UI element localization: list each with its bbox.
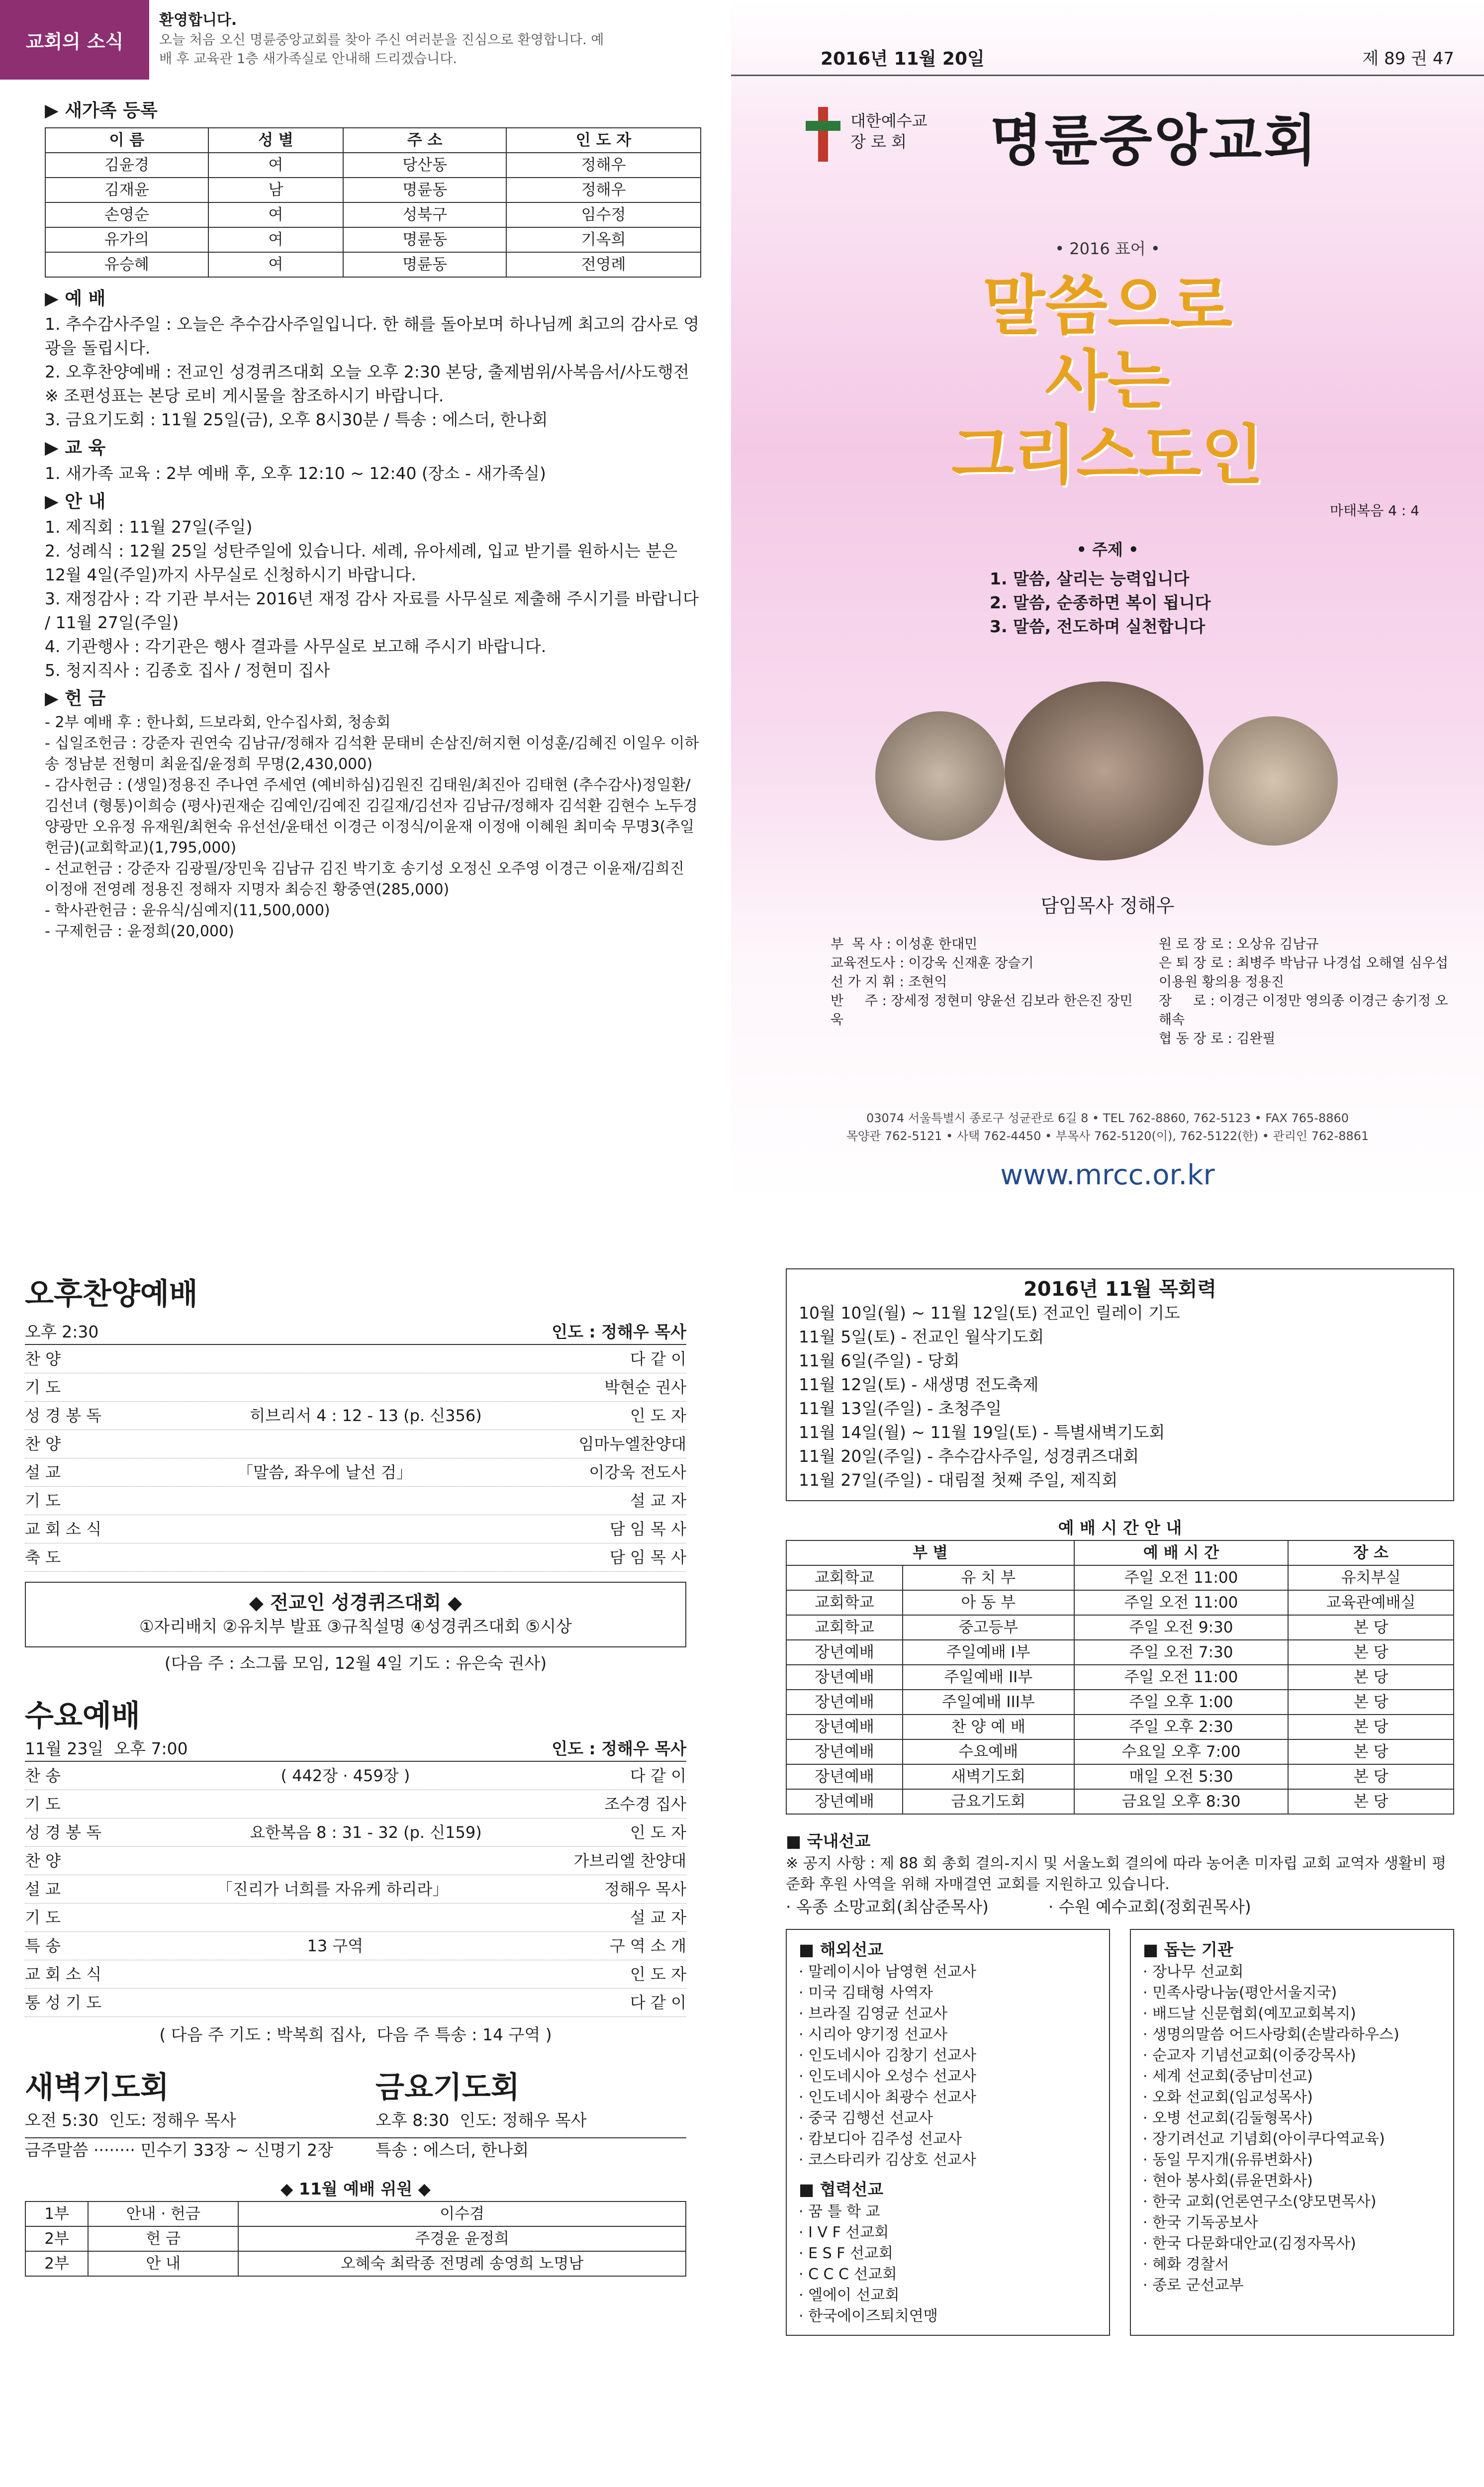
schedule-item: 11월 14일(월) ~ 11월 19일(토) - 특별새벽기도회 bbox=[799, 1423, 1165, 1442]
church-logo-icon bbox=[806, 107, 840, 162]
table-cell: 본 당 bbox=[1288, 1690, 1454, 1715]
table-row bbox=[786, 1640, 1454, 1665]
foreign-mission-item: · 캄보디아 김주성 선교사 bbox=[799, 2130, 962, 2148]
table-row bbox=[25, 2251, 686, 2276]
motto-reference: 마태복음 4 : 4 bbox=[1330, 502, 1419, 519]
congregation-photo bbox=[1005, 681, 1204, 861]
table-cell: 유승혜 bbox=[45, 252, 208, 277]
order-item-leader: 인 도 자 bbox=[630, 1823, 686, 1842]
order-item-leader: 설 교 자 bbox=[630, 1491, 686, 1510]
table-cell: 정해우 bbox=[506, 178, 701, 202]
wednesday-order-row bbox=[25, 1989, 686, 2017]
table-row bbox=[45, 202, 701, 227]
committee-title: ◆ 11월 예배 위원 ◆ bbox=[280, 2179, 431, 2199]
order-item-content: 요한복음 8 : 31 - 32 (p. 신159) bbox=[250, 1823, 482, 1842]
aid-org-item: · 한국 다문화대안교(김정자목사) bbox=[1143, 2235, 1356, 2252]
bulletin-date: 2016년 11월 20일 bbox=[821, 49, 985, 69]
table-cell: 여 bbox=[208, 202, 344, 227]
order-item-label: 기 도 bbox=[25, 1795, 61, 1814]
wednesday-leader: 인도 : 정해우 목사 bbox=[552, 1739, 686, 1758]
times-col-header: 부 별 bbox=[786, 1540, 1074, 1565]
friday-time: 오후 8:30 bbox=[375, 2110, 450, 2130]
table-cell: 2부 bbox=[25, 2251, 88, 2276]
friday-title: 금요기도회 bbox=[375, 2070, 520, 2105]
foreign-mission-title: ■ 해외선교 bbox=[799, 1940, 884, 1959]
aid-org-item: · 오병 선교회(김둘형목사) bbox=[1143, 2109, 1313, 2127]
partner-mission-item: · C C C 선교회 bbox=[799, 2266, 897, 2283]
table-cell: 본 당 bbox=[1288, 1789, 1454, 1814]
wednesday-order-row bbox=[25, 1932, 686, 1960]
table-cell: 수요일 오후 7:00 bbox=[1074, 1739, 1289, 1764]
friday-leader: 인도: 정해우 목사 bbox=[460, 2110, 587, 2130]
table-cell: 주일 오후 2:30 bbox=[1074, 1715, 1289, 1739]
motto-line3: 그리스도인 bbox=[951, 417, 1264, 493]
order-item-leader: 구 역 소 개 bbox=[609, 1936, 686, 1955]
table-cell: 전영례 bbox=[506, 252, 701, 277]
offering-item: - 구제헌금 : 윤정희(20,000) bbox=[45, 923, 234, 940]
staff-entry: 원 로 장 로 : 오상유 김남규 bbox=[1159, 937, 1319, 952]
senior-pastor: 담임목사 정해우 bbox=[1040, 895, 1175, 917]
table-cell: 찬 양 예 배 bbox=[903, 1715, 1074, 1739]
afternoon-order-row bbox=[25, 1487, 686, 1515]
worship-item: 3. 금요기도회 : 11월 25일(금), 오후 8시30분 / 특송 : 에스더, 한나회 bbox=[45, 410, 548, 429]
order-item-content: 13 구역 bbox=[307, 1936, 364, 1955]
wednesday-title: 수요예배 bbox=[25, 1699, 140, 1733]
table-cell: 매일 오전 5:30 bbox=[1074, 1764, 1289, 1789]
order-item-leader: 이강욱 전도사 bbox=[589, 1463, 686, 1482]
table-cell: 주경윤 윤정희 bbox=[238, 2226, 686, 2251]
order-item-content: 「말씀, 좌우에 날선 검」 bbox=[237, 1463, 413, 1482]
table-cell: 금요기도회 bbox=[903, 1789, 1074, 1814]
table-cell: 성북구 bbox=[343, 202, 506, 227]
staff-entry: 부 목 사 : 이성훈 한대민 bbox=[831, 937, 978, 952]
table-cell: 중고등부 bbox=[903, 1615, 1074, 1640]
table-cell: 2부 bbox=[25, 2226, 88, 2251]
afternoon-order-row bbox=[25, 1515, 686, 1543]
order-item-label: 성 경 봉 독 bbox=[25, 1823, 102, 1842]
aid-org-item: · 한국 교회(언론연구소(양모면목사) bbox=[1143, 2193, 1377, 2210]
church-building-photo bbox=[875, 711, 1005, 841]
welcome-sermon-page bbox=[731, 2437, 1484, 2487]
domestic-mission-text: ※ 공지 사항 : 제 88 회 총회 결의-지시 및 서울노회 결의에 따라 농어촌 미자립 교회 교역자 생활비 평준화 후원 사역을 위해 자매결연 교회를 지원하고 있습니다. bbox=[786, 1855, 1447, 1893]
table-cell: 장년예배 bbox=[786, 1665, 903, 1690]
table-cell: 본 당 bbox=[1288, 1764, 1454, 1789]
table-row bbox=[45, 153, 701, 178]
staff-entry: 장 로 : 이경근 이정만 영의종 이경근 송기정 오해속 bbox=[1159, 993, 1448, 1028]
year-motto-label: • 2016 표어 • bbox=[1055, 239, 1160, 258]
afternoon-title: 오후찬양예배 bbox=[25, 1277, 198, 1312]
table-row bbox=[786, 1715, 1454, 1739]
schedule-item: 10월 10일(월) ~ 11월 12일(토) 전교인 릴레이 기도 bbox=[799, 1303, 1180, 1323]
table-cell: 명륜동 bbox=[343, 252, 506, 277]
partner-mission-item: · E S F 선교회 bbox=[799, 2245, 893, 2262]
news-page bbox=[0, 0, 731, 1204]
offering-heading: ▶ 헌 금 bbox=[45, 688, 106, 709]
aid-org-item: · 순교자 기념선교회(이중강목사) bbox=[1143, 2047, 1356, 2064]
table-cell: 안 내 bbox=[88, 2251, 238, 2276]
table-cell: 본 당 bbox=[1288, 1715, 1454, 1739]
order-item-label: 찬 양 bbox=[25, 1851, 61, 1870]
order-item-content: ( 442장 · 459장 ) bbox=[280, 1766, 410, 1785]
order-item-label: 교 회 소 식 bbox=[25, 1965, 102, 1984]
wednesday-order-row bbox=[25, 1790, 686, 1818]
theme-item: 2. 말씀, 순종하면 복이 됩니다 bbox=[990, 593, 1211, 612]
worship-order-page bbox=[0, 1204, 731, 2437]
partner-mission-item: · I V F 선교회 bbox=[799, 2224, 889, 2241]
table-cell: 이수겸 bbox=[238, 2201, 686, 2226]
newcomers-col-header: 인 도 자 bbox=[506, 128, 701, 153]
website-url[interactable]: www.mrcc.or.kr bbox=[1000, 1159, 1215, 1191]
schedule-item: 11월 20일(주일) - 추수감사주일, 성경퀴즈대회 bbox=[799, 1446, 1139, 1466]
table-cell: 새벽기도회 bbox=[903, 1764, 1074, 1789]
worship-heading: ▶ 예 배 bbox=[45, 288, 106, 309]
aid-org-item: · 오화 선교회(임교성목사) bbox=[1143, 2089, 1313, 2106]
aid-org-item: · 세계 선교회(중남미선교) bbox=[1143, 2068, 1313, 2085]
order-item-leader: 가브리엘 찬양대 bbox=[573, 1851, 686, 1870]
table-cell: 교육관예배실 bbox=[1288, 1590, 1454, 1615]
table-cell: 당산동 bbox=[343, 153, 506, 178]
table-row bbox=[786, 1739, 1454, 1764]
afternoon-order-row bbox=[25, 1373, 686, 1402]
table-cell: 1부 bbox=[25, 2201, 88, 2226]
partner-mission-item: · 엘에이 선교회 bbox=[799, 2287, 900, 2304]
welcome-text: 오늘 처음 오신 명륜중앙교회를 찾아 주신 여러분을 진심으로 환영합니다. 예배 후 교육관 1층 새가족실로 안내해 드리겠습니다. bbox=[159, 32, 604, 67]
cover-page bbox=[731, 0, 1484, 1204]
table-cell: 정해우 bbox=[506, 153, 701, 178]
afternoon-order-row bbox=[25, 1543, 686, 1572]
order-item-label: 기 도 bbox=[25, 1491, 61, 1510]
table-cell: 장년예배 bbox=[786, 1739, 903, 1764]
table-row bbox=[25, 2201, 686, 2226]
edu-item: 1. 새가족 교육 : 2부 예배 후, 오후 12:10 ~ 12:40 (장소 - 새가족실) bbox=[45, 464, 546, 483]
aid-org-item: · 현아 봉사회(류윤면화사) bbox=[1143, 2172, 1313, 2190]
aid-org-title: ■ 돕는 기관 bbox=[1143, 1940, 1233, 1959]
table-cell: 아 동 부 bbox=[903, 1590, 1074, 1615]
table-cell: 임수정 bbox=[506, 202, 701, 227]
order-item-label: 특 송 bbox=[25, 1936, 61, 1955]
table-cell: 주일예배 III부 bbox=[903, 1690, 1074, 1715]
table-cell: 명륜동 bbox=[343, 178, 506, 202]
quiz-steps: ①자리배치 ②유치부 발표 ③규칙설명 ④성경퀴즈대회 ⑤시상 bbox=[139, 1617, 572, 1636]
order-item-label: 찬 양 bbox=[25, 1435, 61, 1453]
aid-org-item: · 민족사랑나눔(평안서울지국) bbox=[1143, 1984, 1337, 2002]
table-cell: 김재윤 bbox=[45, 178, 208, 202]
table-cell: 주일 오전 11:00 bbox=[1074, 1565, 1289, 1590]
order-item-leader: 담 임 목 사 bbox=[609, 1548, 686, 1567]
aid-org-item: · 종로 군선교부 bbox=[1143, 2277, 1244, 2294]
offering-item: - 선교헌금 : 강준자 김광필/장민욱 김남규 김진 박기호 송기성 오정신 오주영 이경근 이윤재/김희진 이정애 전영례 정용진 정해자 지명자 최승진 황중연(285,000) bbox=[45, 860, 689, 898]
foreign-mission-item: · 인도네시아 최광수 선교사 bbox=[799, 2089, 976, 2106]
table-cell: 장년예배 bbox=[786, 1715, 903, 1739]
afternoon-leader: 인도 : 정해우 목사 bbox=[552, 1322, 686, 1341]
denomination bbox=[850, 110, 928, 152]
order-item-leader: 다 같 이 bbox=[630, 1993, 686, 2012]
foreign-mission-item: · 코스타리카 김상호 선교사 bbox=[799, 2151, 976, 2169]
welcome-block bbox=[159, 10, 607, 69]
table-row bbox=[786, 1665, 1454, 1690]
notice-item: 2. 성례식 : 12월 25일 성탄주일에 있습니다. 세례, 유아세례, 입교 받기를 원하시는 분은 12월 4일(주일)까지 사무실로 신청하시기 바랍니다. bbox=[45, 541, 683, 584]
order-item-label: 교 회 소 식 bbox=[25, 1520, 102, 1538]
schedule-item: 11월 27일(주일) - 대림절 첫째 주일, 제직회 bbox=[799, 1470, 1118, 1490]
partner-mission-title: ■ 협력선교 bbox=[799, 2180, 884, 2199]
service-times-table bbox=[786, 1540, 1454, 1815]
table-cell: 여 bbox=[208, 227, 344, 252]
order-item-label: 찬 양 bbox=[25, 1349, 61, 1368]
staff-entry: 교육전도사 : 이강욱 신재훈 장슬기 bbox=[831, 956, 1034, 971]
table-row bbox=[786, 1764, 1454, 1789]
table-cell: 명륜동 bbox=[343, 227, 506, 252]
table-cell: 교회학교 bbox=[786, 1590, 903, 1615]
schedule-title: 2016년 11월 목회력 bbox=[1023, 1278, 1217, 1301]
order-item-leader: 다 같 이 bbox=[630, 1766, 686, 1785]
edu-heading: ▶ 교 육 bbox=[45, 438, 106, 458]
order-item-label: 성 경 봉 독 bbox=[25, 1406, 102, 1425]
table-cell: 유치부실 bbox=[1288, 1565, 1454, 1590]
table-cell: 본 당 bbox=[1288, 1640, 1454, 1665]
table-cell: 주일예배 II부 bbox=[903, 1665, 1074, 1690]
newcomers-col-header: 주 소 bbox=[343, 128, 506, 153]
schedule-item: 11월 13일(주일) - 초청주일 bbox=[799, 1399, 1002, 1418]
table-row bbox=[45, 227, 701, 252]
partner-mission-item: · 꿈 틀 학 교 bbox=[799, 2203, 880, 2220]
order-item-leader: 임마누엘찬양대 bbox=[578, 1435, 686, 1453]
table-row bbox=[786, 1590, 1454, 1615]
order-item-leader: 조수경 집사 bbox=[604, 1795, 686, 1814]
times-col-header: 예 배 시 간 bbox=[1074, 1540, 1289, 1565]
staff-entry: 선 가 지 휘 : 조현익 bbox=[831, 974, 947, 990]
table-cell: 주일예배 I부 bbox=[903, 1640, 1074, 1665]
table-cell: 안내 · 헌금 bbox=[88, 2201, 238, 2226]
table-cell: 본 당 bbox=[1288, 1615, 1454, 1640]
order-item-leader: 정해우 목사 bbox=[604, 1880, 686, 1899]
contact-info bbox=[771, 1109, 1444, 1145]
offering-item: - 십일조헌금 : 강준자 권연숙 김남규/정해자 김석환 문태비 손삼진/허지현 이성훈/김혜진 이일우 이하송 정남분 전형미 최윤집/윤정희 무명(2,430,000) bbox=[45, 735, 699, 773]
motto-line2: 사는 bbox=[1045, 343, 1170, 418]
foreign-mission-item: · 인도네시아 김창기 선교사 bbox=[799, 2047, 976, 2064]
worship-item: 1. 추수감사주일 : 오늘은 추수감사주일입니다. 한 해를 돌아보며 하나님께 최고의 감사로 영광을 돌립시다. bbox=[45, 314, 700, 358]
table-row bbox=[45, 178, 701, 202]
wednesday-note: ( 다음 주 기도 : 박복희 집사, 다음 주 특송 : 14 구역 ) bbox=[159, 2025, 552, 2044]
wednesday-date: 11월 23일 오후 7:00 bbox=[25, 1739, 188, 1758]
table-cell: 오혜숙 최락종 전명례 송영희 노명남 bbox=[238, 2251, 686, 2276]
order-item-leader: 담 임 목 사 bbox=[609, 1520, 686, 1538]
table-row bbox=[786, 1690, 1454, 1715]
offering-item: - 학사관헌금 : 윤유식/심예지(11,500,000) bbox=[45, 902, 330, 919]
bulletin-issue: 제 89 권 47 bbox=[1362, 49, 1454, 69]
dawn-time: 오전 5:30 bbox=[25, 2110, 99, 2130]
schedule-item: 11월 5일(토) - 전교인 월삭기도회 bbox=[799, 1327, 1044, 1346]
wednesday-order-row bbox=[25, 1960, 686, 1989]
aid-org-item: · 혜화 경찰서 bbox=[1143, 2256, 1229, 2273]
offering-item: - 2부 예배 후 : 한나회, 드보라회, 안수집사회, 청송회 bbox=[45, 714, 391, 731]
table-cell: 손영순 bbox=[45, 202, 208, 227]
worship-item: 2. 오후찬양예배 : 전교인 성경퀴즈대회 오늘 오후 2:30 본당, 출제범위/사복음서/사도행전 ※ 조편성표는 본당 로비 게시물을 참조하시기 바랍니다. bbox=[45, 362, 695, 405]
schedule-box bbox=[786, 1268, 1454, 1501]
motto-line1: 말씀으로 bbox=[982, 268, 1233, 344]
offering-item: - 감사헌금 : (생일)정용진 주나연 주세연 (예비하심)김원진 김태원/최진아 김태현 (추수감사)정일환/김선녀 (형통)이희승 (평사)권재순 김예인/김예진 김길재/김선자 김남규/정해자 김석환 김현수 노두경 양광만 오유정 유재원/최현숙 유선선/윤태선 이경근 이정식/이윤재 이정애 이혜원 최미숙 무명3(추일헌금)(교회학교)(1,795,000) bbox=[45, 776, 703, 857]
table-cell: 남 bbox=[208, 178, 344, 202]
aid-org-item: · 생명의말씀 어드사랑회(손발라하우스) bbox=[1143, 2026, 1399, 2043]
table-row bbox=[786, 1565, 1454, 1590]
quiz-title: ◆ 전교인 성경퀴즈대회 ◆ bbox=[249, 1592, 463, 1614]
theme-item: 1. 말씀, 살리는 능력입니다 bbox=[990, 569, 1190, 588]
dawn-leader: 인도: 정해우 목사 bbox=[109, 2110, 236, 2130]
foreign-mission-item: · 인도네시아 오성수 선교사 bbox=[799, 2068, 976, 2085]
table-row bbox=[45, 252, 701, 277]
domestic-mission-item: · 옥종 소망교회(최삼준목사) bbox=[786, 1897, 989, 1916]
notice-item: 1. 제직회 : 11월 27일(주일) bbox=[45, 517, 253, 537]
table-cell: 주일 오전 11:00 bbox=[1074, 1665, 1289, 1690]
table-cell: 김윤경 bbox=[45, 153, 208, 178]
welcome-title: 환영합니다. bbox=[159, 11, 237, 29]
afternoon-order-row bbox=[25, 1458, 686, 1487]
denomination-line1: 대한예수교 bbox=[850, 111, 928, 130]
wednesday-order-row bbox=[25, 1875, 686, 1904]
notice-heading: ▶ 안 내 bbox=[45, 491, 106, 512]
wednesday-order-row bbox=[25, 1904, 686, 1932]
table-cell: 장년예배 bbox=[786, 1640, 903, 1665]
notice-item: 5. 청지직사 : 김종호 집사 / 정현미 집사 bbox=[45, 661, 330, 680]
newcomers-col-header: 성 별 bbox=[208, 128, 344, 153]
dawn-bible-reading: 금주말씀 ········ 민수기 33장 ~ 신명기 2장 bbox=[25, 2140, 334, 2160]
table-cell: 주일 오전 11:00 bbox=[1074, 1590, 1289, 1615]
table-cell: 여 bbox=[208, 252, 344, 277]
theme-label: • 주제 • bbox=[1076, 540, 1139, 559]
newcomers-col-header: 이 름 bbox=[45, 128, 208, 153]
newcomers-heading: ▶ 새가족 등록 bbox=[45, 100, 158, 121]
aid-org-item: · 장나무 선교회 bbox=[1143, 1963, 1244, 1981]
table-cell: 헌 금 bbox=[88, 2226, 238, 2251]
newcomers-table bbox=[45, 127, 701, 278]
table-cell: 장년예배 bbox=[786, 1764, 903, 1789]
table-row bbox=[786, 1615, 1454, 1640]
foreign-mission-item: · 말레이시아 남영현 선교사 bbox=[799, 1963, 976, 1981]
aid-org-item: · 장기려선교 기념회(아이쿠다역교육) bbox=[1143, 2130, 1385, 2148]
table-cell: 장년예배 bbox=[786, 1690, 903, 1715]
table-cell: 금요일 오후 8:30 bbox=[1074, 1789, 1289, 1814]
partner-mission-item: · 한국에이즈퇴치연맹 bbox=[799, 2307, 938, 2325]
table-row bbox=[786, 1789, 1454, 1814]
table-cell: 본 당 bbox=[1288, 1665, 1454, 1690]
foreign-mission-item: · 미국 김태형 사역자 bbox=[799, 1984, 933, 2002]
friday-special: 특송 : 에스더, 한나회 bbox=[375, 2140, 529, 2160]
foreign-mission-item: · 시리아 양기정 선교사 bbox=[799, 2026, 947, 2043]
staff-entry: 은 퇴 장 로 : 최병주 박남규 나경섭 오해열 심우섭 이용원 황의용 정용진 bbox=[1159, 956, 1453, 990]
afternoon-note: (다음 주 : 소그룹 모임, 12월 4일 기도 : 유은숙 권사) bbox=[164, 1653, 547, 1673]
church-photos bbox=[860, 681, 1358, 870]
dawn-title: 새벽기도회 bbox=[25, 2070, 169, 2105]
table-cell: 유가의 bbox=[45, 227, 208, 252]
committee-table bbox=[25, 2201, 686, 2277]
table-cell: 본 당 bbox=[1288, 1739, 1454, 1764]
order-item-label: 설 교 bbox=[25, 1463, 61, 1482]
afternoon-order-row bbox=[25, 1402, 686, 1430]
wednesday-order-row bbox=[25, 1762, 686, 1790]
notice-item: 4. 기관행사 : 각기관은 행사 결과를 사무실로 보고해 주시기 바랍니다. bbox=[45, 637, 547, 656]
schedule-item: 11월 12일(토) - 새생명 전도축제 bbox=[799, 1375, 1039, 1394]
order-item-leader: 인 도 자 bbox=[630, 1965, 686, 1984]
quiz-box bbox=[25, 1582, 686, 1647]
church-name: 명륜중앙교회 bbox=[990, 109, 1319, 173]
table-cell: 교회학교 bbox=[786, 1615, 903, 1640]
phone-numbers: 목양관 762-5121 • 사택 762-4450 • 부목사 762-5120(이), 762-5122(한) • 관리인 762-8861 bbox=[846, 1129, 1369, 1143]
sanctuary-photo bbox=[1208, 716, 1338, 846]
schedule-item: 11월 6일(주일) - 당회 bbox=[799, 1351, 960, 1370]
table-cell: 수요예배 bbox=[903, 1739, 1074, 1764]
sunday-worship-page bbox=[0, 2437, 731, 2487]
order-item-leader: 다 같 이 bbox=[630, 1349, 686, 1368]
order-item-label: 축 도 bbox=[25, 1548, 61, 1567]
order-item-label: 통 성 기 도 bbox=[25, 1993, 102, 2012]
table-cell: 주일 오전 9:30 bbox=[1074, 1615, 1289, 1640]
table-cell: 유 치 부 bbox=[903, 1565, 1074, 1590]
order-item-label: 설 교 bbox=[25, 1880, 61, 1899]
table-cell: 교회학교 bbox=[786, 1565, 903, 1590]
order-item-leader: 인 도 자 bbox=[630, 1406, 686, 1425]
schedule-page bbox=[731, 1204, 1484, 2437]
theme-item: 3. 말씀, 전도하며 실천합니다 bbox=[990, 617, 1206, 636]
order-item-content: 「진리가 너희를 자유케 하리라」 bbox=[216, 1880, 449, 1899]
afternoon-order-row bbox=[25, 1345, 686, 1373]
afternoon-time: 오후 2:30 bbox=[25, 1322, 99, 1341]
staff-entry: 협 동 장 로 : 김완필 bbox=[1159, 1031, 1276, 1047]
order-item-leader: 설 교 자 bbox=[630, 1908, 686, 1927]
wednesday-order-row bbox=[25, 1847, 686, 1875]
afternoon-order-row bbox=[25, 1430, 686, 1458]
denomination-line2: 장 로 회 bbox=[850, 132, 907, 151]
order-item-label: 기 도 bbox=[25, 1908, 61, 1927]
table-cell: 주일 오후 1:00 bbox=[1074, 1690, 1289, 1715]
order-item-label: 찬 송 bbox=[25, 1766, 61, 1785]
aid-org-item: · 배드날 신문협회(예꼬교회복지) bbox=[1143, 2005, 1356, 2022]
motto bbox=[731, 269, 1484, 492]
aid-org-item: · 동일 무지개(유류변화사) bbox=[1143, 2151, 1313, 2169]
domestic-mission-title: ■ 국내선교 bbox=[786, 1831, 871, 1851]
order-item-leader: 박현순 권사 bbox=[604, 1378, 686, 1397]
domestic-mission-item: · 수원 예수교회(정회권목사) bbox=[1048, 1897, 1251, 1916]
table-cell: 기옥희 bbox=[506, 227, 701, 252]
order-item-label: 기 도 bbox=[25, 1378, 61, 1397]
wednesday-order-row bbox=[25, 1818, 686, 1847]
news-tab-label: 교회의 소식 bbox=[0, 0, 149, 80]
order-item-content: 히브리서 4 : 12 - 13 (p. 신356) bbox=[250, 1406, 482, 1425]
table-cell: 주일 오전 7:30 bbox=[1074, 1640, 1289, 1665]
foreign-mission-item: · 중국 김행선 선교사 bbox=[799, 2109, 933, 2127]
table-cell: 장년예배 bbox=[786, 1789, 903, 1814]
notice-item: 3. 재정감사 : 각 기관 부서는 2016년 재정 감사 자료를 사무실로 제출해 주시기를 바랍니다 / 11월 27일(주일) bbox=[45, 589, 704, 632]
address: 03074 서울특별시 종로구 성균관로 6길 8 • TEL 762-8860, 762-5123 • FAX 765-8860 bbox=[866, 1111, 1349, 1125]
times-col-header: 장 소 bbox=[1288, 1540, 1454, 1565]
times-title: 예 배 시 간 안 내 bbox=[1058, 1518, 1182, 1537]
table-row bbox=[25, 2226, 686, 2251]
staff-entry: 반 주 : 장세정 정현미 양윤선 김보라 한은진 장민욱 bbox=[831, 993, 1133, 1028]
aid-org-item: · 한국 기독공보사 bbox=[1143, 2214, 1258, 2231]
table-cell: 여 bbox=[208, 153, 344, 178]
foreign-mission-item: · 브라질 김영균 선교사 bbox=[799, 2005, 947, 2022]
